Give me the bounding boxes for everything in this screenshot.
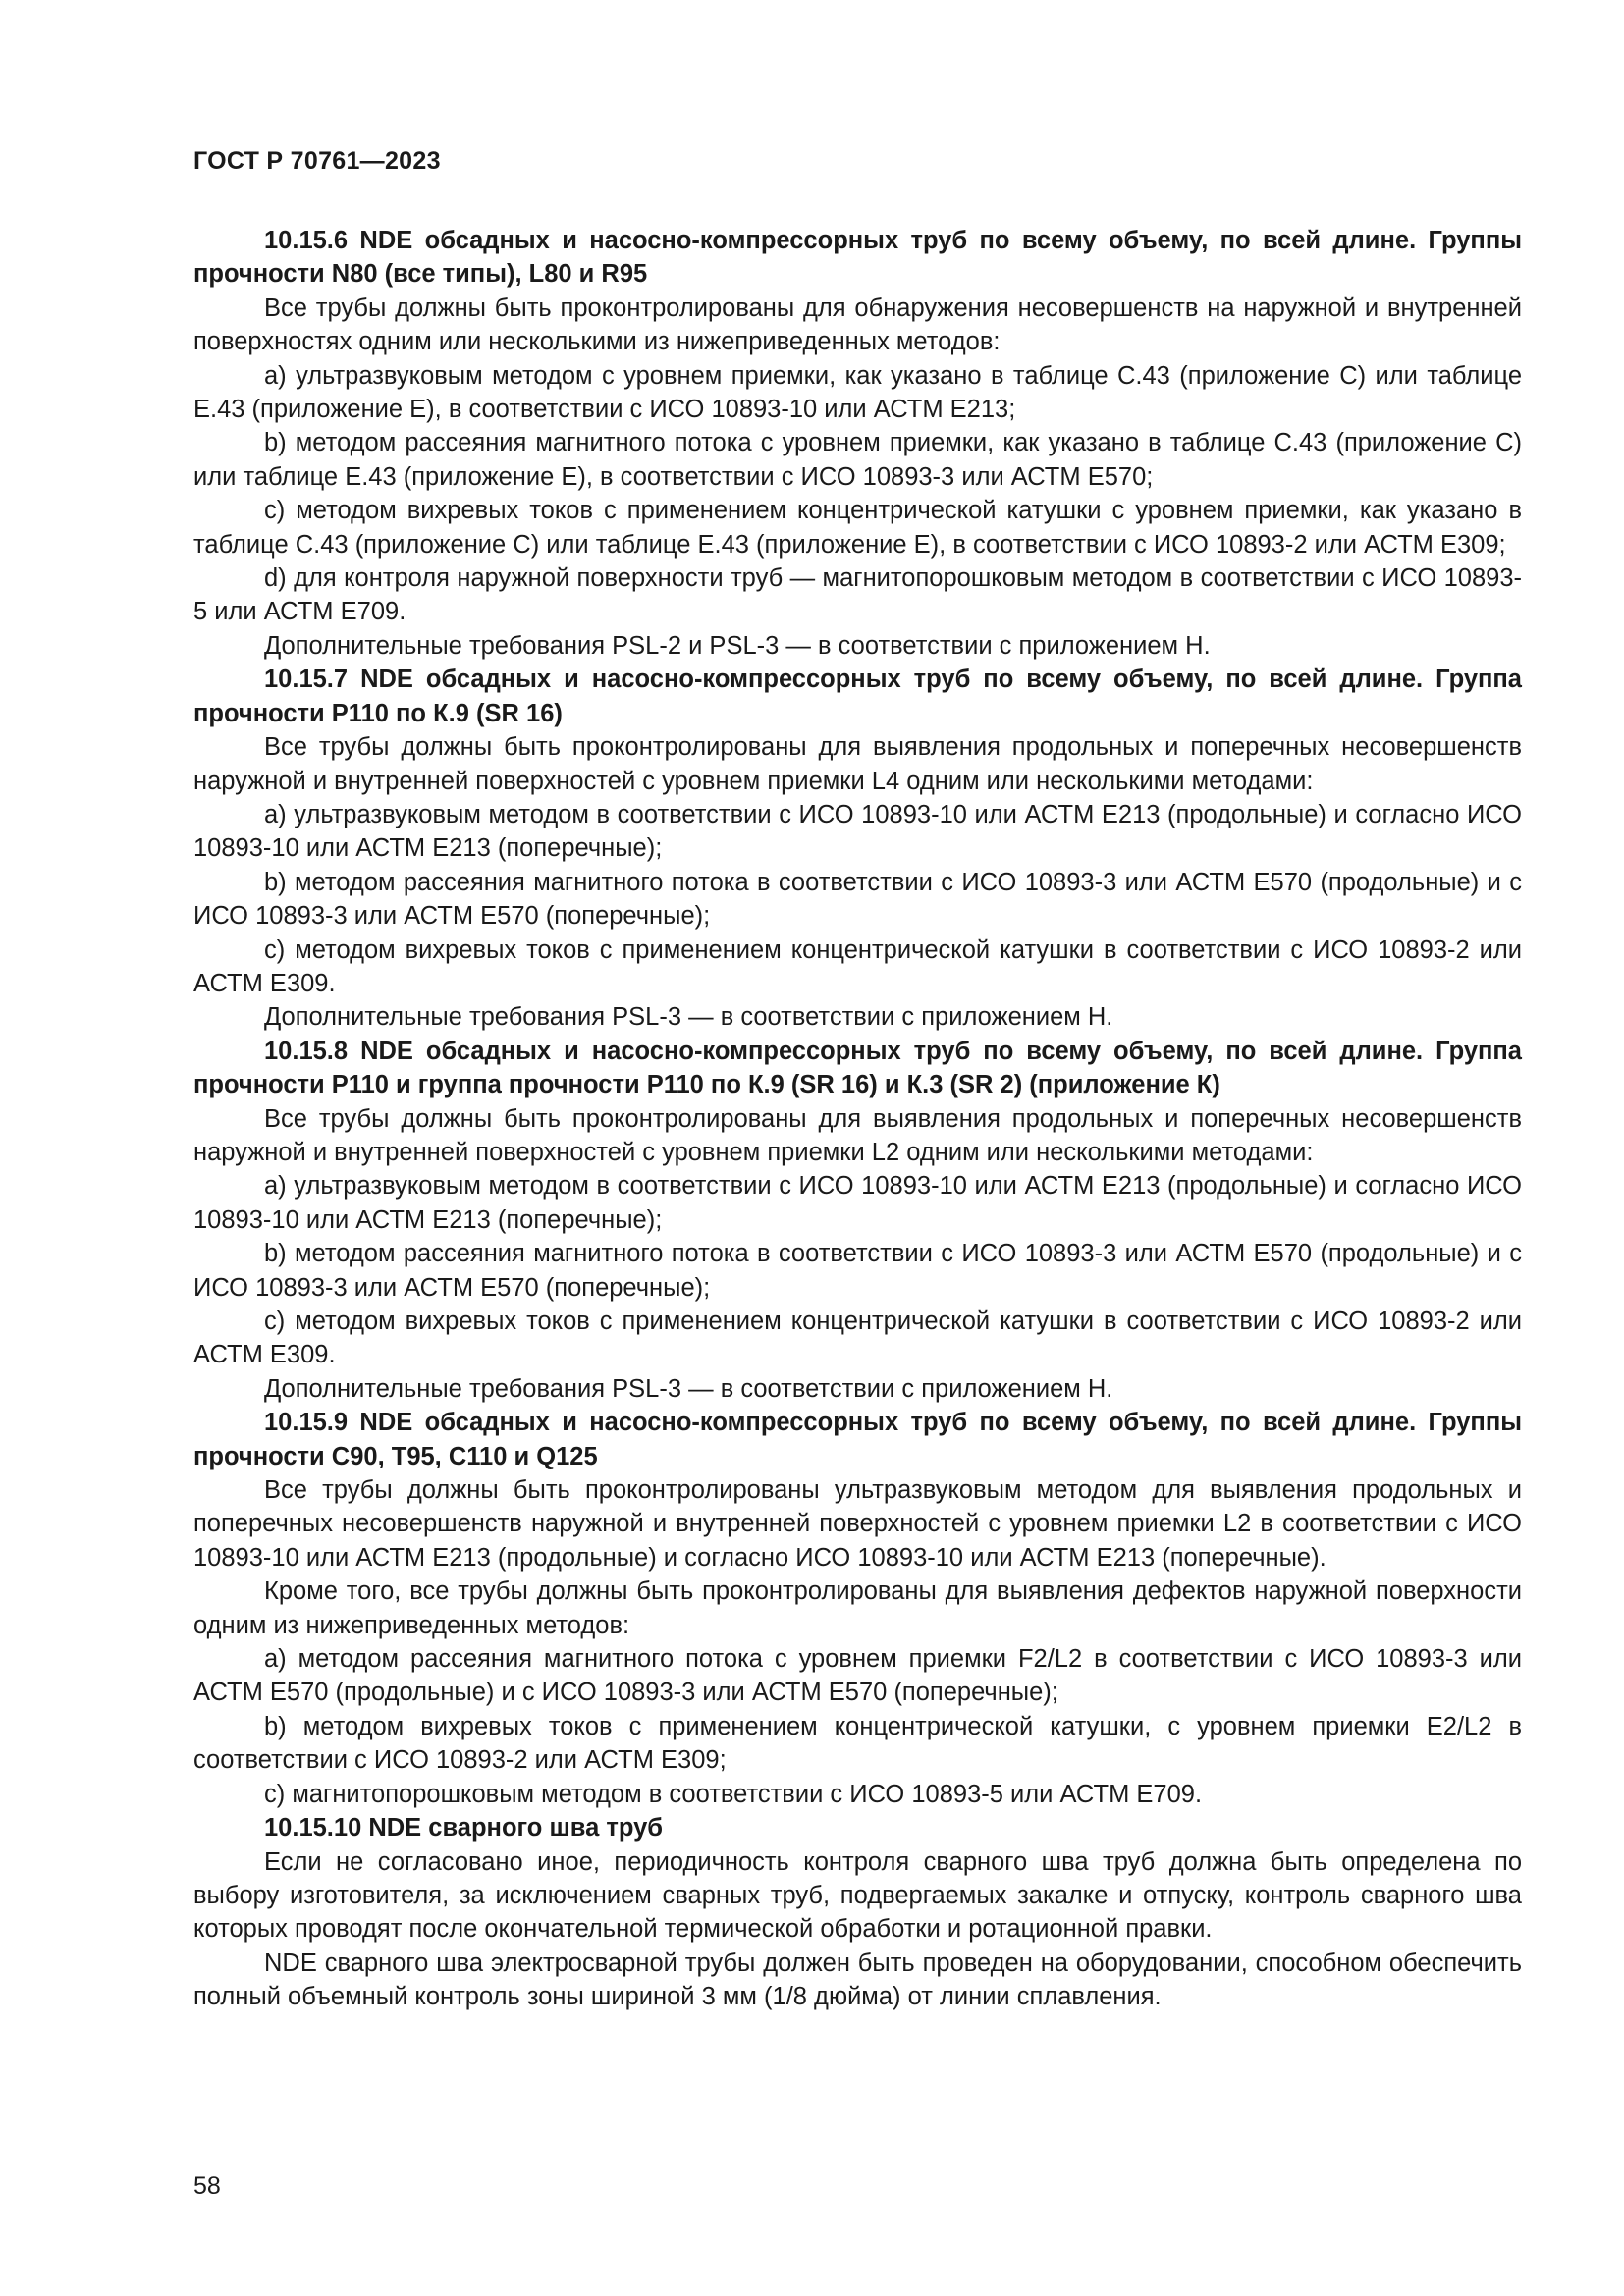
paragraph: Все трубы должны быть проконтролированы для выявления продольных и поперечных несовершенств наружной и внутренней поверхностей с уровнем приемки L2 одним или несколькими методами:: [193, 1104, 1522, 1166]
paragraph: Все трубы должны быть проконтролированы ультразвуковым методом для выявления продольных и поперечных несовершенств наружной и внутренней поверхностей с уровнем приемки L2 в соответствии с ИСО 10893-10 или АСТМ Е213 (продольные) и согласно ИСО 10893-10 или АСТМ Е213 (поперечные).: [193, 1476, 1522, 1572]
section-heading-10-15-7: 10.15.7 NDE обсадных и насосно-компрессорных труб по всему объему, по всей длине. Группа прочности Р110 по К.9 (SR 16): [193, 666, 1522, 727]
list-item-c: c) методом вихревых токов с применением концентрической катушки с уровнем приемки, как указано в таблице С.43 (приложение С) или таблице Е.43 (приложение Е), в соответствии с ИСО 10893-2 или АСТМ Е309;: [193, 497, 1522, 559]
paragraph: Если не согласовано иное, периодичность контроля сварного шва труб должна быть определена по выбору изготовителя, за исключением сварных труб, подвергаемых закалке и отпуску, контроль сварного шва которых проводят после окончательной термической обработки и ротационной правки.: [193, 1847, 1522, 1944]
list-item-a: а) методом рассеяния магнитного потока с уровнем приемки F2/L2 в соответствии с ИСО 10893-3 или АСТМ Е570 (продольные) и с ИСО 10893-3 или АСТМ Е570 (поперечные);: [193, 1645, 1522, 1707]
list-item-c: c) магнитопорошковым методом в соответствии с ИСО 10893-5 или АСТМ Е709.: [264, 1780, 1203, 1808]
paragraph: Кроме того, все трубы должны быть проконтролированы для выявления дефектов наружной поверхности одним из нижеприведенных методов:: [193, 1577, 1522, 1639]
list-item-d: d) для контроля наружной поверхности труб — магнитопорошковым методом в соответствии с ИСО 10893-5 или АСТМ Е709.: [193, 564, 1522, 626]
section-heading-10-15-10: 10.15.10 NDE сварного шва труб: [264, 1814, 663, 1842]
paragraph: Дополнительные требования PSL-3 — в соответствии с приложением Н.: [264, 1003, 1113, 1032]
section-heading-10-15-9: 10.15.9 NDE обсадных и насосно-компрессорных труб по всему объему, по всей длине. Группы прочности С90, Т95, С110 и Q125: [193, 1409, 1522, 1470]
paragraph: Все трубы должны быть проконтролированы для обнаружения несовершенств на наружной и внутренней поверхностях одним или несколькими из нижеприведенных методов:: [193, 294, 1522, 356]
list-item-b: b) методом рассеяния магнитного потока в соответствии с ИСО 10893-3 или АСТМ Е570 (продольные) и с ИСО 10893-3 или АСТМ Е570 (поперечные);: [193, 1240, 1522, 1302]
list-item-a: а) ультразвуковым методом с уровнем приемки, как указано в таблице С.43 (приложение С) или таблице Е.43 (приложение Е), в соответствии с ИСО 10893-10 или АСТМ Е213;: [193, 361, 1522, 424]
list-item-c: c) методом вихревых токов с применением концентрической катушки в соответствии с ИСО 10893-2 или АСТМ Е309.: [193, 1308, 1522, 1369]
paragraph: Дополнительные требования PSL-3 — в соответствии с приложением Н.: [264, 1374, 1113, 1403]
list-item-c: c) методом вихревых токов с применением концентрической катушки в соответствии с ИСО 10893-2 или АСТМ Е309.: [193, 935, 1522, 997]
document-body: [193, 224, 1522, 2014]
page-number: 58: [193, 2172, 221, 2200]
section-heading-10-15-6: 10.15.6 NDE обсадных и насосно-компрессорных труб по всему объему, по всей длине. Группы прочности N80 (все типы), L80 и R95: [193, 227, 1522, 289]
paragraph: Дополнительные требования PSL-2 и PSL-3 — в соответствии с приложением Н.: [264, 631, 1211, 660]
document-header: ГОСТ Р 70761—2023: [193, 147, 441, 175]
list-item-a: а) ультразвуковым методом в соответствии с ИСО 10893-10 или АСТМ Е213 (продольные) и согласно ИСО 10893-10 или АСТМ Е213 (поперечные);: [193, 800, 1522, 863]
list-item-b: b) методом вихревых токов с применением концентрической катушки, с уровнем приемки E2/L2 в соответствии с ИСО 10893-2 или АСТМ Е309;: [193, 1712, 1522, 1775]
paragraph: Все трубы должны быть проконтролированы для выявления продольных и поперечных несовершенств наружной и внутренней поверхностей с уровнем приемки L4 одним или несколькими методами:: [193, 733, 1522, 795]
paragraph: NDE сварного шва электросварной трубы должен быть проведен на оборудовании, способном обеспечить полный объемный контроль зоны шириной 3 мм (1/8 дюйма) от линии сплавления.: [193, 1949, 1522, 2011]
section-heading-10-15-8: 10.15.8 NDE обсадных и насосно-компрессорных труб по всему объему, по всей длине. Группа прочности Р110 и группа прочности Р110 по К.9 (SR 16) и К.3 (SR 2) (приложение К): [193, 1037, 1522, 1099]
list-item-b: b) методом рассеяния магнитного потока в соответствии с ИСО 10893-3 или АСТМ Е570 (продольные) и с ИСО 10893-3 или АСТМ Е570 (поперечные);: [193, 868, 1522, 931]
list-item-a: а) ультразвуковым методом в соответствии с ИСО 10893-10 или АСТМ Е213 (продольные) и согласно ИСО 10893-10 или АСТМ Е213 (поперечные);: [193, 1172, 1522, 1234]
list-item-b: b) методом рассеяния магнитного потока с уровнем приемки, как указано в таблице С.43 (приложение С) или таблице Е.43 (приложение Е), в соответствии с ИСО 10893-3 или АСТМ Е570;: [193, 429, 1522, 491]
